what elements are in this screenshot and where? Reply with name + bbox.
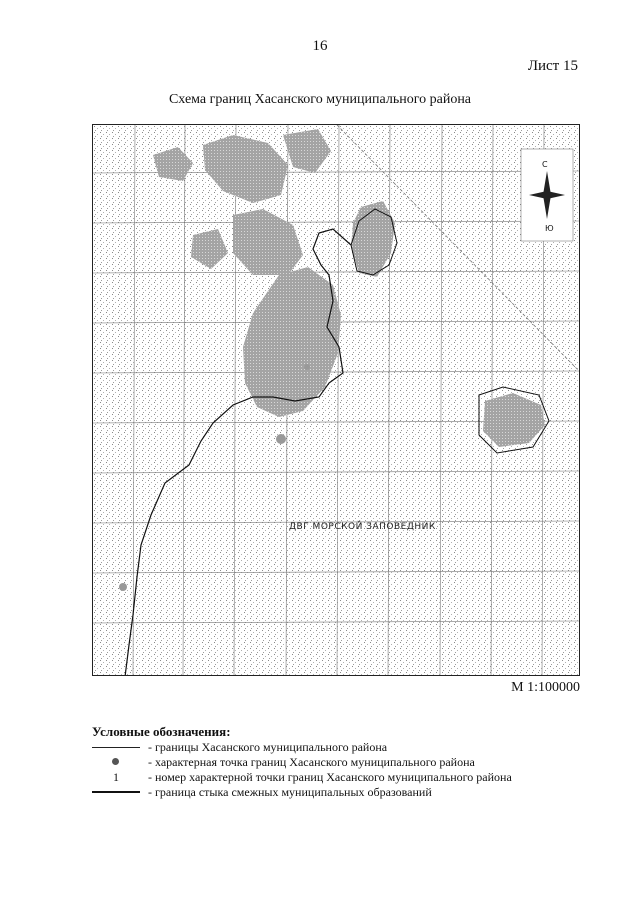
legend-title: Условные обозначения:: [92, 724, 231, 739]
compass-north-label: С: [542, 160, 548, 169]
map-scale: М 1:100000: [511, 680, 580, 695]
compass-south-label: Ю: [545, 224, 554, 233]
legend-item-boundary: [92, 740, 592, 754]
legend-item-number: [92, 770, 592, 784]
islet: [276, 434, 286, 444]
legend-item-text: - границы Хасанского муниципального района: [148, 740, 388, 754]
legend-item-text: - граница стыка смежных муниципальных образований: [148, 785, 432, 799]
islet: [119, 583, 127, 591]
legend-item-point: [92, 755, 592, 769]
compass-rose: [521, 149, 573, 241]
legend-item-junction: [92, 785, 592, 799]
map-drawing: [93, 125, 580, 676]
sheet-label: Лист 15: [527, 58, 578, 74]
legend-item-text: - номер характерной точки границ Хасанского муниципального района: [148, 770, 512, 784]
dot-icon: [92, 755, 140, 769]
boundary-map: [92, 124, 580, 676]
thick-line-symbol: [92, 785, 140, 799]
islet: [304, 364, 310, 370]
map-title: Схема границ Хасанского муниципального района: [168, 92, 472, 107]
legend-item-text: - характерная точка границ Хасанского муниципального района: [148, 755, 475, 769]
page-number: 16: [312, 38, 328, 54]
reserve-label: ДВГ МОРСКОЙ ЗАПОВЕДНИК: [289, 522, 436, 532]
number-symbol: 1: [113, 770, 119, 784]
thin-line-symbol: [92, 740, 140, 754]
